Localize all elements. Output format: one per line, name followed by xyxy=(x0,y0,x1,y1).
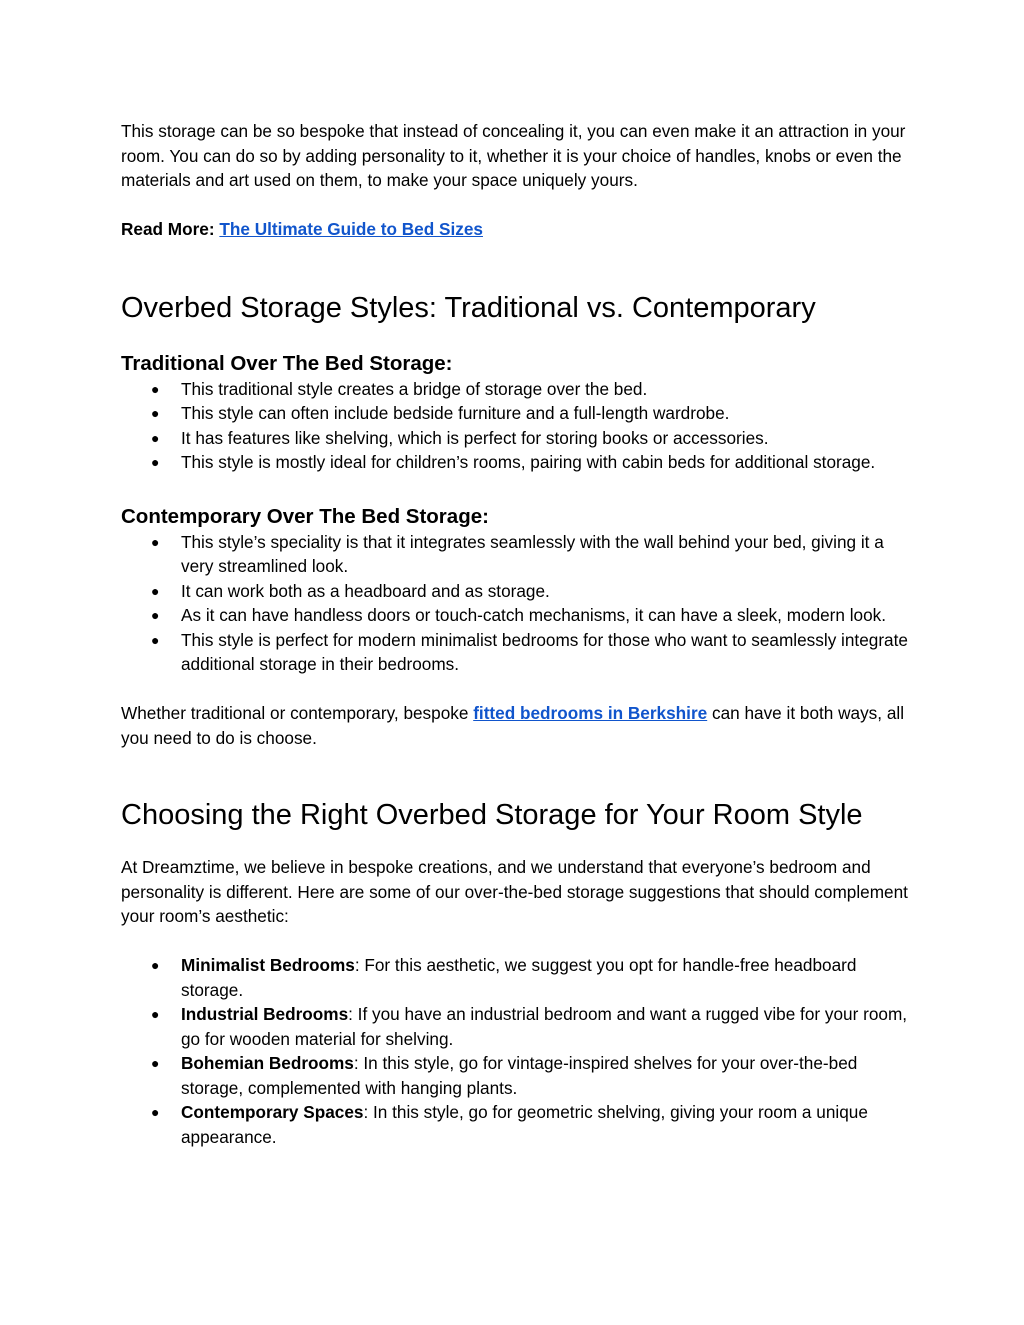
intro-paragraph: This storage can be so bespoke that instead of concealing it, you can even make it an attraction in your room. You can do so by adding personality to it, whether it is your choice of handles, knobs or even the materials and art used on them, to make your space uniquely yours. xyxy=(121,121,906,190)
list-item: ● It has features like shelving, which is perfect for storing books or accessories. xyxy=(121,426,911,451)
read-more-label: Read More: xyxy=(121,219,215,239)
list-item-term: Contemporary Spaces xyxy=(181,1102,364,1122)
bullet-icon: ● xyxy=(151,405,160,421)
subheading-traditional: Traditional Over The Bed Storage: xyxy=(121,351,453,375)
traditional-list xyxy=(121,377,911,475)
list-item-term: Bohemian Bedrooms xyxy=(181,1053,354,1073)
bed-sizes-guide-link[interactable]: The Ultimate Guide to Bed Sizes xyxy=(219,219,483,239)
subheading-contemporary: Contemporary Over The Bed Storage: xyxy=(121,504,489,528)
bullet-icon: ● xyxy=(151,631,160,648)
list-item: ● Industrial Bedrooms: If you have an industrial bedroom and want a rugged vibe for your room, go for wooden material for shelving. xyxy=(151,1004,908,1049)
bullet-icon: ● xyxy=(151,1006,160,1022)
list-item-term: Minimalist Bedrooms xyxy=(181,955,355,975)
list-item: ● This style can often include bedside furniture and a full-length wardrobe. xyxy=(121,401,911,426)
bullet-icon: ● xyxy=(151,582,160,599)
bullet-icon: ● xyxy=(151,957,160,973)
fitted-bedrooms-link[interactable]: fitted bedrooms in Berkshire xyxy=(473,703,708,723)
list-item: ● This style is perfect for modern minimalist bedrooms for those who want to seamlessly integrate additional storage in their bedrooms. xyxy=(151,629,908,674)
list-item: ● As it can have handless doors or touch-catch mechanisms, it can have a sleek, modern look. xyxy=(121,603,911,628)
bullet-icon: ● xyxy=(151,607,160,623)
bullet-icon: ● xyxy=(151,454,160,470)
list-item: ● This traditional style creates a bridge of storage over the bed. xyxy=(121,377,911,402)
dreamztime-paragraph: At Dreamztime, we believe in bespoke creations, and we understand that everyone’s bedroom and personality is different. Here are some of our over-the-bed storage suggestions that should complement your room’s aesthetic: xyxy=(121,857,908,926)
section-heading-overbed-styles: Overbed Storage Styles: Traditional vs. Contemporary xyxy=(121,291,816,324)
room-style-list xyxy=(121,953,911,1149)
bullet-icon: ● xyxy=(151,533,160,550)
list-item: ● Bohemian Bedrooms: In this style, go for vintage-inspired shelves for your over-the-bed storage, complemented with hanging plants. xyxy=(151,1053,858,1098)
bullet-icon: ● xyxy=(151,380,160,397)
list-item: ● It can work both as a headboard and as storage. xyxy=(121,579,911,604)
list-item: ● This style is mostly ideal for children’s rooms, pairing with cabin beds for additional storage. xyxy=(121,450,911,475)
bullet-icon: ● xyxy=(151,429,160,446)
bullet-icon: ● xyxy=(151,1055,160,1071)
section-heading-choosing-storage: Choosing the Right Overbed Storage for Your Room Style xyxy=(121,799,863,831)
list-item: ● Contemporary Spaces: In this style, go for geometric shelving, giving your room a unique appearance. xyxy=(151,1102,868,1147)
list-item-term: Industrial Bedrooms xyxy=(181,1004,349,1024)
read-more-line xyxy=(121,217,911,242)
closing-paragraph: Whether traditional or contemporary, bespoke fitted bedrooms in Berkshire can have it both ways, all you need to do is choose. xyxy=(121,703,905,748)
bullet-icon: ● xyxy=(151,1104,160,1120)
list-item: ● This style’s speciality is that it integrates seamlessly with the wall behind your bed, giving it a very streamlined look. xyxy=(151,531,884,576)
contemporary-list xyxy=(121,530,911,677)
document-page xyxy=(121,119,911,1149)
list-item: ● Minimalist Bedrooms: For this aesthetic, we suggest you opt for handle-free headboard storage. xyxy=(151,955,857,1000)
